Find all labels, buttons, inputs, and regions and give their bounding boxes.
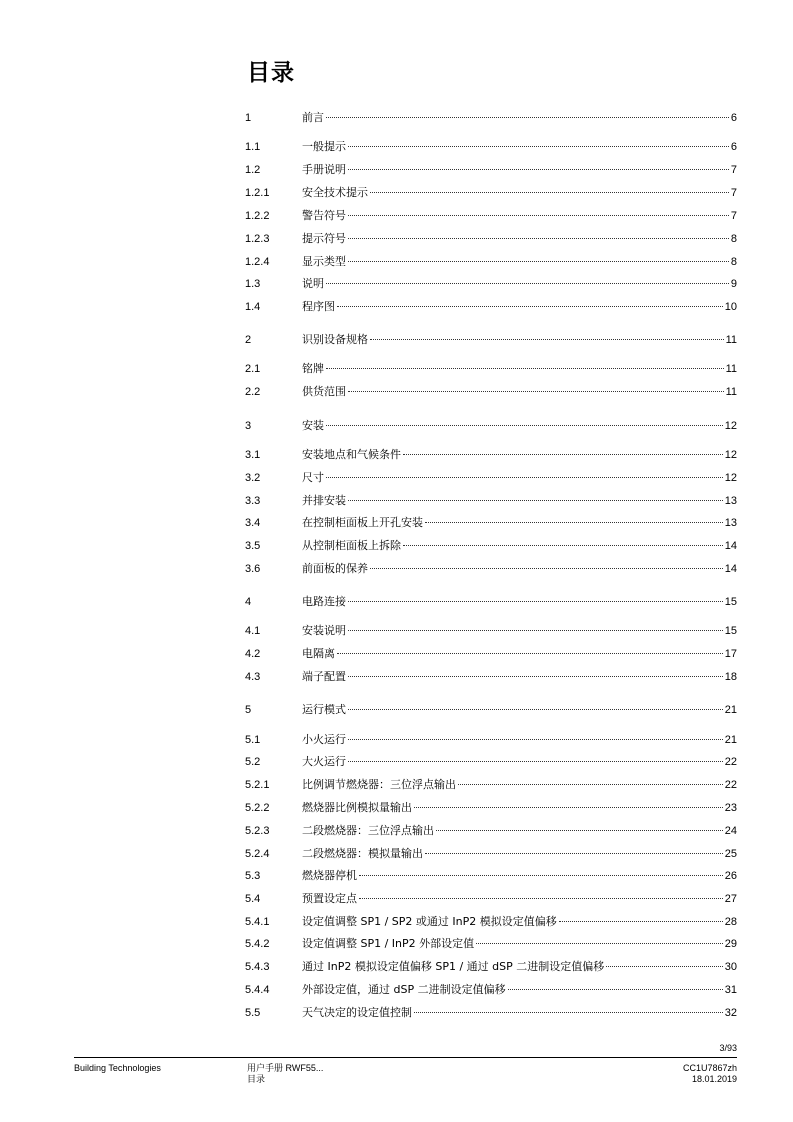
toc-entry[interactable] [245,276,737,292]
toc-entry[interactable] [245,891,737,907]
toc-entry[interactable] [245,493,737,509]
toc-leader-dots [348,739,723,740]
toc-title: 前面板的保养 [302,562,368,575]
page-number: 3/93 [719,1043,737,1053]
toc-page-number: 7 [730,164,737,176]
toc-leader-dots [348,146,729,147]
toc-page-number: 32 [724,1007,737,1019]
toc-number: 3.2 [245,472,261,484]
toc-leader-dots [326,117,729,118]
toc-title: 比例调节燃烧器：三位浮点输出 [302,778,456,791]
toc-number: 1.2 [245,164,261,176]
toc-entry[interactable] [245,732,737,748]
toc-entry[interactable] [245,515,737,531]
toc-page-number: 15 [724,625,737,637]
toc-entry[interactable] [245,669,737,685]
toc-page-number: 24 [724,825,737,837]
toc-leader-dots [348,709,723,710]
toc-title: 提示符号 [302,232,346,245]
toc-leader-dots [337,306,723,307]
toc-title: 供货范围 [302,385,346,398]
toc-page-number: 12 [724,449,737,461]
toc-title: 铭牌 [302,362,324,375]
toc-entry[interactable] [245,800,737,816]
toc-page-number: 7 [730,210,737,222]
toc-title: 天气决定的设定值控制 [302,1006,412,1019]
toc-leader-dots [559,921,723,922]
toc-title: 说明 [302,277,324,290]
toc-number: 3 [245,420,252,432]
toc-number: 3.1 [245,449,261,461]
toc-title: 安装地点和气候条件 [302,448,401,461]
toc-title: 安装说明 [302,624,346,637]
toc-leader-dots [508,989,723,990]
toc-entry[interactable] [245,538,737,554]
toc-entry[interactable] [245,702,737,718]
toc-page-number: 6 [730,141,737,153]
toc-leader-dots [425,522,723,523]
toc-entry[interactable] [245,361,737,377]
toc-leader-dots [458,784,723,785]
toc-entry[interactable] [245,1005,737,1021]
toc-page-number: 9 [730,278,737,290]
toc-title: 安装 [302,419,324,432]
toc-number: 5.1 [245,734,261,746]
toc-entry[interactable] [245,418,737,434]
toc-number: 3.4 [245,517,261,529]
toc-number: 2.1 [245,363,261,375]
toc-entry[interactable] [245,846,737,862]
toc-entry[interactable] [245,623,737,639]
toc-page-number: 25 [724,848,737,860]
toc-leader-dots [348,391,724,392]
toc-leader-dots [436,830,723,831]
footer-company: Building Technologies [74,1063,161,1073]
toc-entry[interactable] [245,185,737,201]
toc-leader-dots [348,500,723,501]
toc-number: 4.2 [245,648,261,660]
toc-number: 1.2.2 [245,210,270,222]
toc-leader-dots [606,966,723,967]
toc-title: 通过 InP2 模拟设定值偏移 SP1 / 通过 dSP 二进制设定值偏移 [302,960,605,973]
toc-title: 端子配置 [302,670,346,683]
toc-entry[interactable] [245,914,737,930]
toc-entry[interactable] [245,299,737,315]
toc-page-number: 23 [724,802,737,814]
toc-page-number: 15 [724,596,737,608]
footer-manual: 用户手册 RWF55... [247,1063,324,1073]
toc-title: 警告符号 [302,209,346,222]
toc-page-number: 21 [724,704,737,716]
toc-number: 5.2 [245,756,261,768]
toc-page-number: 14 [724,563,737,575]
toc-page-number: 11 [725,363,737,375]
toc-leader-dots [370,192,729,193]
toc-page-number: 26 [724,870,737,882]
toc-title: 运行模式 [302,703,346,716]
toc-number: 3.3 [245,495,261,507]
toc-number: 4 [245,596,252,608]
toc-leader-dots [403,545,723,546]
toc-entry[interactable] [245,231,737,247]
toc-entry[interactable] [245,959,737,975]
toc-page-number: 22 [724,756,737,768]
toc-title: 手册说明 [302,163,346,176]
toc-leader-dots [359,898,723,899]
toc-leader-dots [348,761,723,762]
toc-page-number: 12 [724,472,737,484]
toc-title: 设定值调整 SP1 / InP2 外部设定值 [302,937,475,950]
footer-section: 目录 [247,1074,266,1084]
toc-title: 燃烧器比例模拟量输出 [302,801,412,814]
toc-number: 1.3 [245,278,261,290]
toc-title: 从控制柜面板上拆除 [302,539,401,552]
toc-entry[interactable] [245,110,737,126]
toc-number: 1.2.3 [245,233,270,245]
toc-entry[interactable] [245,470,737,486]
toc-title: 二段燃烧器：模拟量输出 [302,847,423,860]
toc-page-number: 12 [724,420,737,432]
toc-page-number: 7 [730,187,737,199]
toc-number: 1 [245,112,252,124]
toc-entry[interactable] [245,823,737,839]
toc-number: 5.2.3 [245,825,270,837]
toc-page-number: 30 [724,961,737,973]
toc-page-number: 11 [725,386,737,398]
toc-title: 设定值调整 SP1 / SP2 或通过 InP2 模拟设定值偏移 [302,915,557,928]
toc-number: 5.3 [245,870,261,882]
toc-entry[interactable] [245,332,737,348]
toc-page-number: 17 [724,648,737,660]
toc-title: 并排安装 [302,494,346,507]
toc-entry[interactable] [245,447,737,463]
toc-leader-dots [348,261,729,262]
toc-number: 5.2.1 [245,779,270,791]
toc-page-number: 31 [724,984,737,996]
toc-number: 1.2.1 [245,187,270,199]
toc-leader-dots [414,807,723,808]
toc-entry[interactable] [245,777,737,793]
footer-doc-code: CC1U7867zh [682,1063,737,1073]
toc-number: 5.4.3 [245,961,270,973]
toc-title: 安全技术提示 [302,186,368,199]
toc-page-number: 29 [724,938,737,950]
toc-title: 一般提示 [302,140,346,153]
toc-number: 4.1 [245,625,261,637]
toc-entry[interactable] [245,868,737,884]
toc-page-number: 18 [724,671,737,683]
toc-number: 5.5 [245,1007,261,1019]
toc-title: 燃烧器停机 [302,869,357,882]
toc-entry[interactable] [245,982,737,998]
toc-leader-dots [348,630,723,631]
toc-number: 5.2.4 [245,848,270,860]
toc-number: 5.4 [245,893,261,905]
toc-entry[interactable] [245,936,737,952]
toc-entry[interactable] [245,162,737,178]
toc-number: 5.4.2 [245,938,270,950]
toc-leader-dots [326,283,729,284]
toc-number: 3.6 [245,563,261,575]
toc-page-number: 10 [724,301,737,313]
toc-title: 电隔离 [302,647,335,660]
toc-page-number: 11 [725,334,737,346]
toc-page-number: 8 [730,233,737,245]
toc-page-number: 6 [730,112,737,124]
toc-title: 外部设定值，通过 dSP 二进制设定值偏移 [302,983,506,996]
toc-number: 4.3 [245,671,261,683]
toc-entry[interactable] [245,561,737,577]
toc-page-number: 21 [724,734,737,746]
toc-number: 1.4 [245,301,261,313]
toc-page-number: 28 [724,916,737,928]
toc-title: 识别设备规格 [302,333,368,346]
toc-leader-dots [348,601,723,602]
toc-title: 前言 [302,111,324,124]
toc-entry[interactable] [245,384,737,400]
toc-leader-dots [403,454,723,455]
toc-page-number: 13 [724,517,737,529]
toc-leader-dots [476,943,723,944]
toc-title: 在控制柜面板上开孔安装 [302,516,423,529]
toc-number: 5.2.2 [245,802,270,814]
toc-number: 1.2.4 [245,256,270,268]
toc-leader-dots [348,215,729,216]
toc-number: 5 [245,704,252,716]
toc-page-number: 14 [724,540,737,552]
toc-number: 2 [245,334,252,346]
toc-entry[interactable] [245,254,737,270]
toc-title: 二段燃烧器：三位浮点输出 [302,824,434,837]
toc-entry[interactable] [245,208,737,224]
toc-page-number: 13 [724,495,737,507]
toc-leader-dots [326,477,723,478]
toc-number: 5.4.4 [245,984,270,996]
toc-leader-dots [337,653,723,654]
toc-page-number: 27 [724,893,737,905]
toc-entry[interactable] [245,754,737,770]
toc-entry[interactable] [245,139,737,155]
toc-title: 预置设定点 [302,892,357,905]
footer-divider [74,1057,737,1058]
toc-number: 2.2 [245,386,261,398]
toc-leader-dots [348,238,729,239]
toc-title: 程序图 [302,300,335,313]
toc-page-number: 8 [730,256,737,268]
toc-leader-dots [414,1012,723,1013]
toc-leader-dots [359,875,723,876]
toc-leader-dots [348,676,723,677]
toc-leader-dots [348,169,729,170]
toc-number: 5.4.1 [245,916,270,928]
toc-title: 小火运行 [302,733,346,746]
toc-number: 3.5 [245,540,261,552]
toc-number: 1.1 [245,141,261,153]
toc-title: 显示类型 [302,255,346,268]
toc-title: 电路连接 [302,595,346,608]
toc-leader-dots [370,339,724,340]
toc-entry[interactable] [245,594,737,610]
toc-leader-dots [326,368,724,369]
toc-entry[interactable] [245,646,737,662]
toc-title: 尺寸 [302,471,324,484]
toc-leader-dots [370,568,723,569]
toc-leader-dots [326,425,723,426]
footer-date: 18.01.2019 [691,1074,737,1084]
toc-leader-dots [425,853,723,854]
toc-page-number: 22 [724,779,737,791]
page-title: 目录 [247,60,295,86]
toc-title: 大火运行 [302,755,346,768]
